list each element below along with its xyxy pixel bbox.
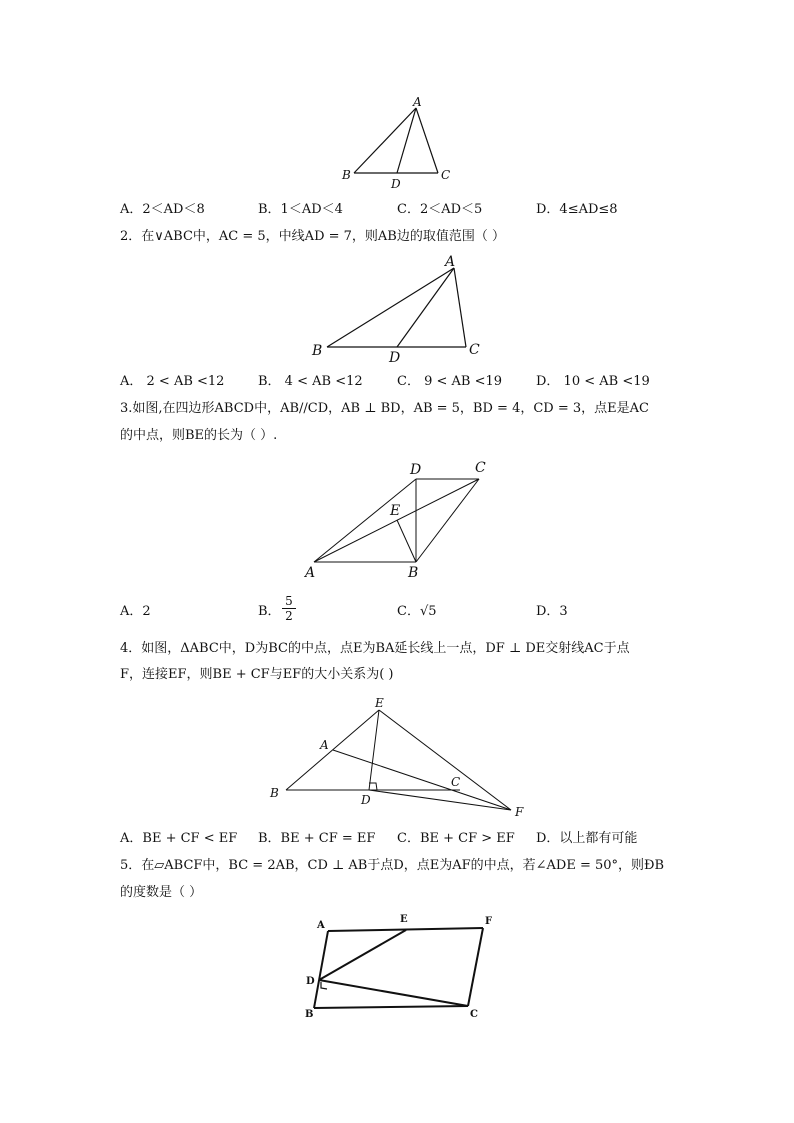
- fig5-label-f: F: [485, 916, 493, 927]
- fig4-label-e: E: [375, 696, 384, 710]
- q4-stem-line1: 4．如图，ΔABC中，D为BC的中点，点E为BA延长线上一点，DF ⊥ DE交射线AC于点: [120, 641, 630, 656]
- fig2-label-a: A: [445, 254, 456, 270]
- q4-option-c: C．BE + CF > EF: [397, 831, 515, 846]
- fig3-label-c: C: [475, 460, 486, 476]
- fraction-denominator: 2: [285, 609, 293, 623]
- q3-stem-line2: 的中点，则BE的长为（ ）.: [120, 428, 278, 443]
- q1-option-c: C．2＜AD＜5: [397, 202, 483, 217]
- q4-option-a: A．BE + CF < EF: [120, 831, 238, 846]
- q3-option-c: C．√5: [397, 604, 437, 619]
- q3-option-a: A．2: [120, 604, 151, 619]
- q2-option-c: C． 9 < AB <19: [397, 374, 503, 389]
- fig1-label-b: B: [342, 168, 351, 182]
- fig4-label-b: B: [270, 786, 279, 800]
- q3-option-b-prefix: B．: [258, 604, 281, 619]
- q4-stem-line2: F，连接EF，则BE + CF与EF的大小关系为( ): [120, 667, 394, 682]
- q3-option-d: D．3: [536, 604, 568, 619]
- fig4-label-d: D: [361, 793, 371, 807]
- q1-option-d: D．4≤AD≤8: [536, 202, 618, 217]
- fig5-label-d: D: [306, 976, 315, 987]
- fig5-label-b: B: [305, 1009, 314, 1020]
- fig4-label-c: C: [451, 775, 461, 789]
- q1-option-a: A．2＜AD＜8: [120, 202, 205, 217]
- q4-option-b: B．BE + CF = EF: [258, 831, 376, 846]
- fig3-label-b: B: [408, 565, 419, 581]
- fig2-label-d: D: [389, 350, 401, 366]
- fig3-label-e: E: [390, 503, 401, 519]
- fig2-label-c: C: [469, 342, 480, 358]
- q2-option-b: B． 4 < AB <12: [258, 374, 363, 389]
- fig4-label-f: F: [515, 805, 524, 819]
- fig5-label-e: E: [400, 914, 408, 925]
- q2-option-d: D． 10 < AB <19: [536, 374, 650, 389]
- fig2-label-b: B: [312, 343, 323, 359]
- fig3-label-d: D: [410, 462, 422, 478]
- fig5-label-c: C: [470, 1009, 478, 1020]
- q5-stem-line1: 5．在▱ABCF中，BC = 2AB，CD ⊥ AB于点D，点E为AF的中点，若∠ADE = 50°，则ÐB: [120, 858, 665, 873]
- q3-stem-line1: 3.如图,在四边形ABCD中，AB//CD，AB ⊥ BD，AB = 5，BD = 4，CD = 3，点E是AC: [120, 401, 649, 416]
- fig5-label-a: A: [317, 920, 325, 931]
- q1-option-b: B．1＜AD＜4: [258, 202, 343, 217]
- fig1-label-c: C: [441, 168, 451, 182]
- fraction-numerator: 5: [282, 594, 296, 609]
- fig1-label-d: D: [391, 177, 401, 191]
- q4-option-d: D．以上都有可能: [536, 831, 638, 846]
- q2-stem: 2．在∨ABC中，AC = 5，中线AD = 7，则AB边的取值范围（ ）: [120, 229, 505, 244]
- q5-stem-line2: 的度数是（ ）: [120, 885, 203, 900]
- fig3-label-a: A: [305, 565, 316, 581]
- fig4-label-a: A: [320, 738, 329, 752]
- fig1-label-a: A: [413, 95, 422, 109]
- q2-option-a: A． 2 < AB <12: [120, 374, 225, 389]
